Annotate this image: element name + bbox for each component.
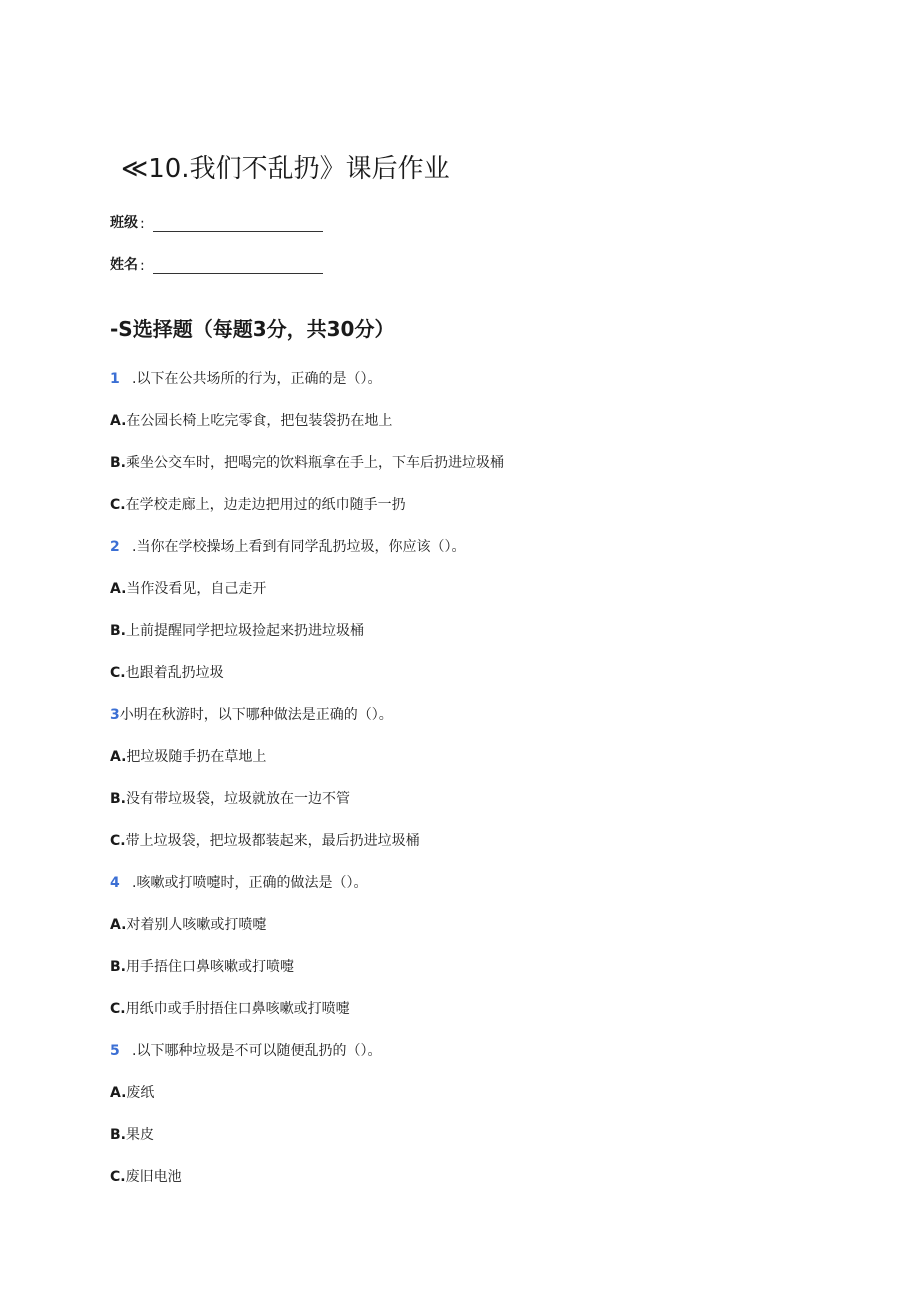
question-text: .以下哪种垃圾是不可以随便乱扔的（）。 (132, 1043, 382, 1059)
name-colon: : (140, 258, 145, 274)
question-5-option-c (110, 1168, 182, 1186)
question-3-option-b (110, 790, 350, 808)
question-5-option-a (110, 1084, 154, 1102)
document-title: ≪10.我们不乱扔》课后作业 (121, 154, 450, 184)
option-letter: C. (110, 833, 126, 849)
question-number: 4 (110, 875, 120, 891)
option-text: 废旧电池 (125, 1169, 182, 1185)
question-text: .当你在学校操场上看到有同学乱扔垃圾，你应该（）。 (132, 539, 466, 555)
option-letter: A. (110, 413, 127, 429)
option-text: 乘坐公交车时，把喝完的饮料瓶拿在手上，下车后扔进垃圾桶 (126, 455, 504, 471)
question-2 (110, 538, 465, 556)
question-2-option-c (110, 664, 224, 682)
option-text: 在公园长椅上吃完零食，把包装袋扔在地上 (126, 413, 393, 429)
class-blank-line (153, 217, 323, 232)
option-letter: C. (110, 665, 126, 681)
question-5 (110, 1042, 381, 1060)
question-4-option-a (110, 916, 266, 934)
class-colon: : (140, 216, 145, 232)
question-text: .咳嗽或打喷嚏时，正确的做法是（）。 (132, 875, 368, 891)
option-text: 当作没看见，自己走开 (126, 581, 267, 597)
option-text: 也跟着乱扔垃圾 (125, 665, 224, 681)
question-1 (110, 370, 381, 388)
question-2-option-b (110, 622, 364, 640)
class-label: 班级 (110, 215, 138, 231)
question-1-option-c (110, 496, 406, 514)
option-text: 上前提醒同学把垃圾捡起来扔进垃圾桶 (126, 623, 364, 639)
option-text: 用手捂住口鼻咳嗽或打喷嚏 (126, 959, 294, 975)
option-letter: C. (110, 1169, 126, 1185)
question-3-option-a (110, 748, 266, 766)
option-letter: B. (110, 455, 126, 471)
option-text: 带上垃圾袋，把垃圾都装起来，最后扔进垃圾桶 (125, 833, 420, 849)
option-letter: B. (110, 623, 126, 639)
option-letter: B. (110, 1127, 126, 1143)
option-text: 废纸 (126, 1085, 155, 1101)
option-text: 果皮 (126, 1127, 154, 1143)
option-letter: B. (110, 959, 126, 975)
option-letter: A. (110, 917, 127, 933)
option-letter: B. (110, 791, 126, 807)
question-number: 1 (110, 371, 120, 387)
name-blank-line (153, 259, 323, 274)
question-text: 小明在秋游时，以下哪种做法是正确的（）。 (119, 707, 393, 723)
question-4-option-b (110, 958, 294, 976)
option-letter: C. (110, 497, 126, 513)
question-2-option-a (110, 580, 266, 598)
option-letter: A. (110, 581, 127, 597)
option-text: 用纸巾或手肘捂住口鼻咳嗽或打喷嚏 (125, 1001, 350, 1017)
name-field (110, 254, 323, 274)
question-number: 2 (110, 539, 120, 555)
name-label: 姓名 (110, 257, 138, 273)
option-letter: C. (110, 1001, 126, 1017)
question-3 (110, 706, 393, 724)
question-4 (110, 874, 367, 892)
section-title: -S选择题（每题3分，共30分） (110, 317, 395, 341)
option-letter: A. (110, 1085, 127, 1101)
question-4-option-c (110, 1000, 350, 1018)
question-text: .以下在公共场所的行为，正确的是（）。 (132, 371, 382, 387)
option-letter: A. (110, 749, 127, 765)
question-1-option-b (110, 454, 504, 472)
option-text: 把垃圾随手扔在草地上 (126, 749, 267, 765)
question-number: 5 (110, 1043, 120, 1059)
question-number: 3 (110, 707, 120, 723)
option-text: 对着别人咳嗽或打喷嚏 (126, 917, 267, 933)
option-text: 没有带垃圾袋，垃圾就放在一边不管 (126, 791, 350, 807)
option-text: 在学校走廊上，边走边把用过的纸巾随手一扔 (125, 497, 406, 513)
question-3-option-c (110, 832, 420, 850)
question-1-option-a (110, 412, 392, 430)
class-field (110, 212, 323, 232)
question-5-option-b (110, 1126, 154, 1144)
